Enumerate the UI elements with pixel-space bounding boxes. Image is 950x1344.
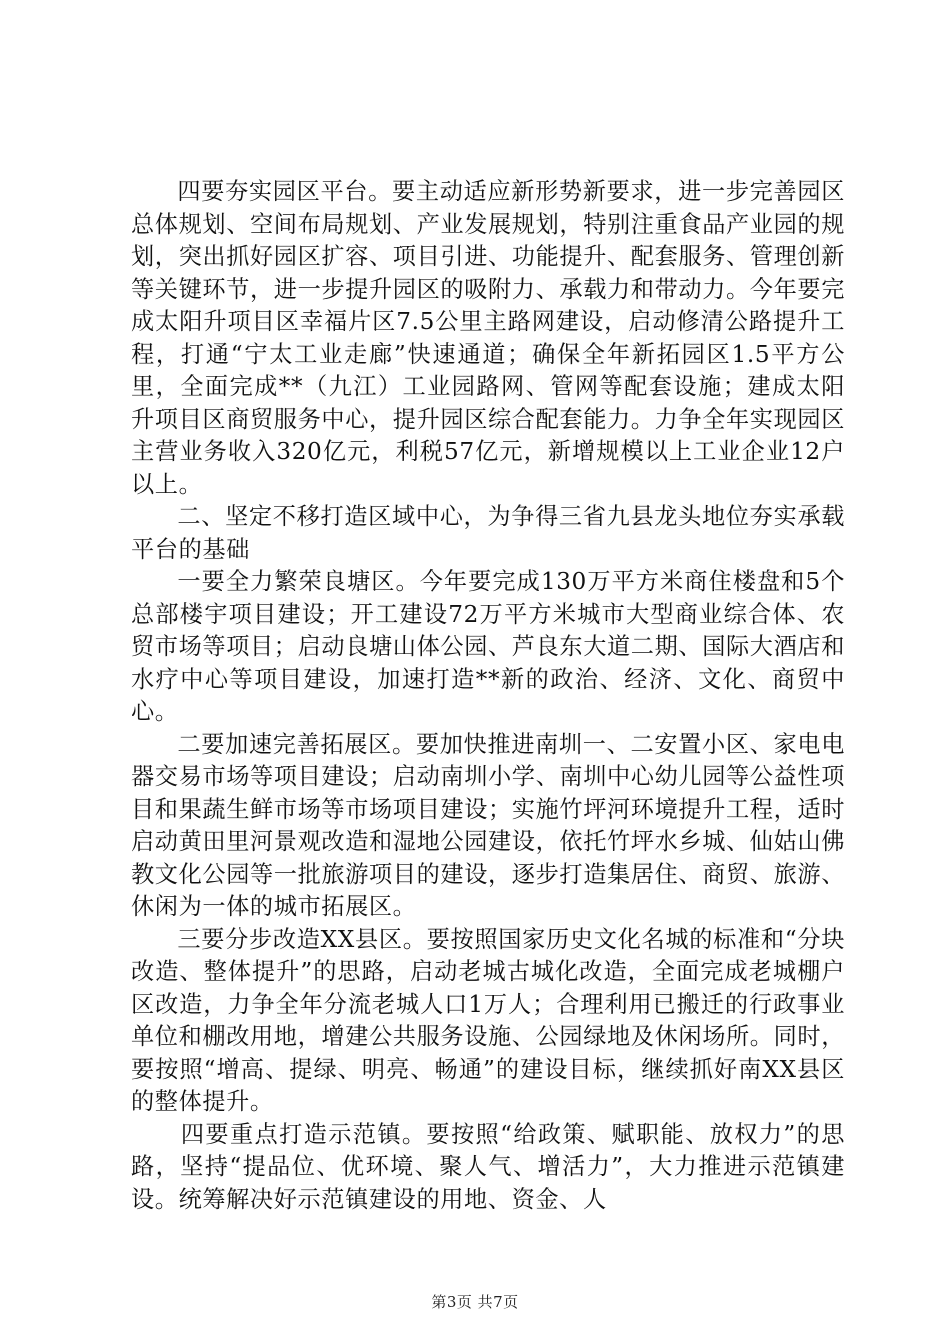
- page-number-footer: 第3页 共7页: [431, 1293, 519, 1311]
- paragraph-liangtang-district: 一要全力繁荣良塘区。今年要完成130万平方米商住楼盘和5个总部楼宇项目建设；开工建设72万平方米城市大型商业综合体、农贸市场等项目；启动良塘山体公园、芦良东大道二期、国际大酒店和水疗中心等项目建设，加速打造**新的政治、经济、文化、商贸中心。: [131, 568, 845, 725]
- document-body: [131, 176, 845, 1216]
- section-heading-regional-center: 二、坚定不移打造区域中心，为争得三省九县龙头地位夯实承载平台的基础: [131, 503, 845, 563]
- paragraph-old-county-district: 三要分步改造XX县区。要按照国家历史文化名城的标准和“分块改造、整体提升”的思路，启动老城古城化改造，全面完成老城棚户区改造，力争全年分流老城人口1万人；合理利用已搬迁的行政事业单位和棚改用地，增建公共服务设施、公园绿地及休闲场所。同时，要按照“增高、提绿、明亮、畅通”的建设目标，继续抓好南XX县区的整体提升。: [131, 925, 845, 1115]
- paragraph-demonstration-town: 四要重点打造示范镇。要按照“给政策、赋职能、放权力”的思路，坚持“提品位、优环境、聚人气、增活力”，大力推进示范镇建设。统筹解决好示范镇建设的用地、资金、人: [131, 1120, 845, 1213]
- paragraph-park-platform: 四要夯实园区平台。要主动适应新形势新要求，进一步完善园区总体规划、空间布局规划、产业发展规划，特别注重食品产业园的规划，突出抓好园区扩容、项目引进、功能提升、配套服务、管理创新等关键环节，进一步提升园区的吸附力、承载力和带动力。今年要完成太阳升项目区幸福片区7.5公里主路网建设，启动修清公路提升工程，打通“宁太工业走廊”快速通道；确保全年新拓园区1.5平方公里，全面完成**（九江）工业园路网、管网等配套设施；建成太阳升项目区商贸服务中心，提升园区综合配套能力。力争全年实现园区主营业务收入320亿元，利税57亿元，新增规模以上工业企业12户以上。: [131, 178, 845, 498]
- paragraph-expansion-district: 二要加速完善拓展区。要加快推进南圳一、二安置小区、家电电器交易市场等项目建设；启动南圳小学、南圳中心幼儿园等公益性项目和果蔬生鲜市场等市场项目建设；实施竹坪河环境提升工程，适时启动黄田里河景观改造和湿地公园建设，依托竹坪水乡城、仙姑山佛教文化公园等一批旅游项目的建设，逐步打造集居住、商贸、旅游、休闲为一体的城市拓展区。: [131, 730, 845, 920]
